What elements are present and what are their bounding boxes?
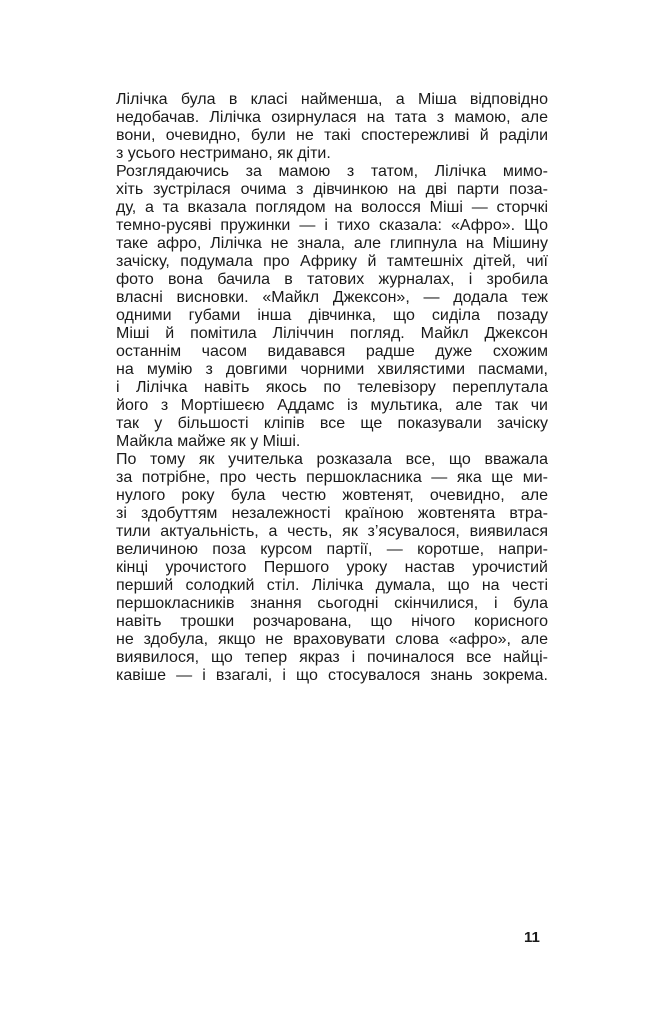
text-line: його з Мортішеєю Аддамс із мультика, але так чи xyxy=(116,397,548,414)
text-line: перший солодкий стіл. Лілічка думала, що на честі xyxy=(116,577,548,594)
text-line: вони, очевидно, були не такі спостережливі й раділи xyxy=(116,127,548,144)
text-line: першокласників знання сьогодні скінчилися, і була xyxy=(116,595,548,612)
text-line: Лілічка була в класі найменша, а Міша відповідно xyxy=(116,91,548,108)
text-line: величиною поза курсом партії, — коротше, напри- xyxy=(116,541,548,558)
text-line: фото вона бачила в татових журналах, і зробила xyxy=(116,271,548,288)
text-line: власні висновки. «Майкл Джексон», — додала теж xyxy=(116,289,548,306)
body-text xyxy=(116,91,548,685)
text-line: виявилося, що тепер якраз і починалося все найці- xyxy=(116,649,548,666)
text-line: Розглядаючись за мамою з татом, Лілічка мимо- xyxy=(116,163,548,180)
text-line: не здобула, якщо не враховувати слова «афро», але xyxy=(116,631,548,648)
text-line: зі здобуттям незалежності країною жовтенята втра- xyxy=(116,505,548,522)
text-line: Майкла майже як у Міші. xyxy=(116,433,301,450)
text-line: недобачав. Лілічка озирнулася на тата з мамою, але xyxy=(116,109,548,126)
text-line: з усього нестримано, як діти. xyxy=(116,145,331,162)
text-line: і Лілічка навіть якось по телевізору переплутала xyxy=(116,379,548,396)
text-line: на мумію з довгими чорними хвилястими пасмами, xyxy=(116,361,548,378)
text-line: кінці урочистого Першого уроку настав урочистий xyxy=(116,559,548,576)
text-line: одними губами інша дівчинка, що сиділа позаду xyxy=(116,307,548,324)
text-line: нулого року була честю жовтенят, очевидно, але xyxy=(116,487,548,504)
text-line: таке афро, Лілічка не знала, але глипнула на Мішину xyxy=(116,235,548,252)
text-line: Міші й помітила Ліліччин погляд. Майкл Джексон xyxy=(116,325,548,342)
text-line: останнім часом видавався радше дуже схожим xyxy=(116,343,548,360)
text-line: тили актуальність, а честь, як з’ясувалося, виявилася xyxy=(116,523,548,540)
text-line: кавіше — і взагалі, і що стосувалося знань зокрема. xyxy=(116,667,548,684)
text-line: хіть зустрілася очима з дівчинкою на дві парти поза- xyxy=(116,181,548,198)
text-line: темно-русяві пружинки — і тихо сказала: «Афро». Що xyxy=(116,217,548,234)
text-line: навіть трошки розчарована, що нічого корисного xyxy=(116,613,548,630)
text-line: По тому як учителька розказала все, що вважала xyxy=(116,451,548,468)
text-line: за потрібне, про честь першокласника — яка ще ми- xyxy=(116,469,548,486)
text-line: зачіску, подумала про Африку й тамтешніх дітей, чиї xyxy=(116,253,548,270)
text-line: ду, а та вказала поглядом на волосся Міші — сторчкі xyxy=(116,199,548,216)
text-line: так у більшості кліпів все ще показували зачіску xyxy=(116,415,548,432)
page-number: 11 xyxy=(524,929,540,946)
